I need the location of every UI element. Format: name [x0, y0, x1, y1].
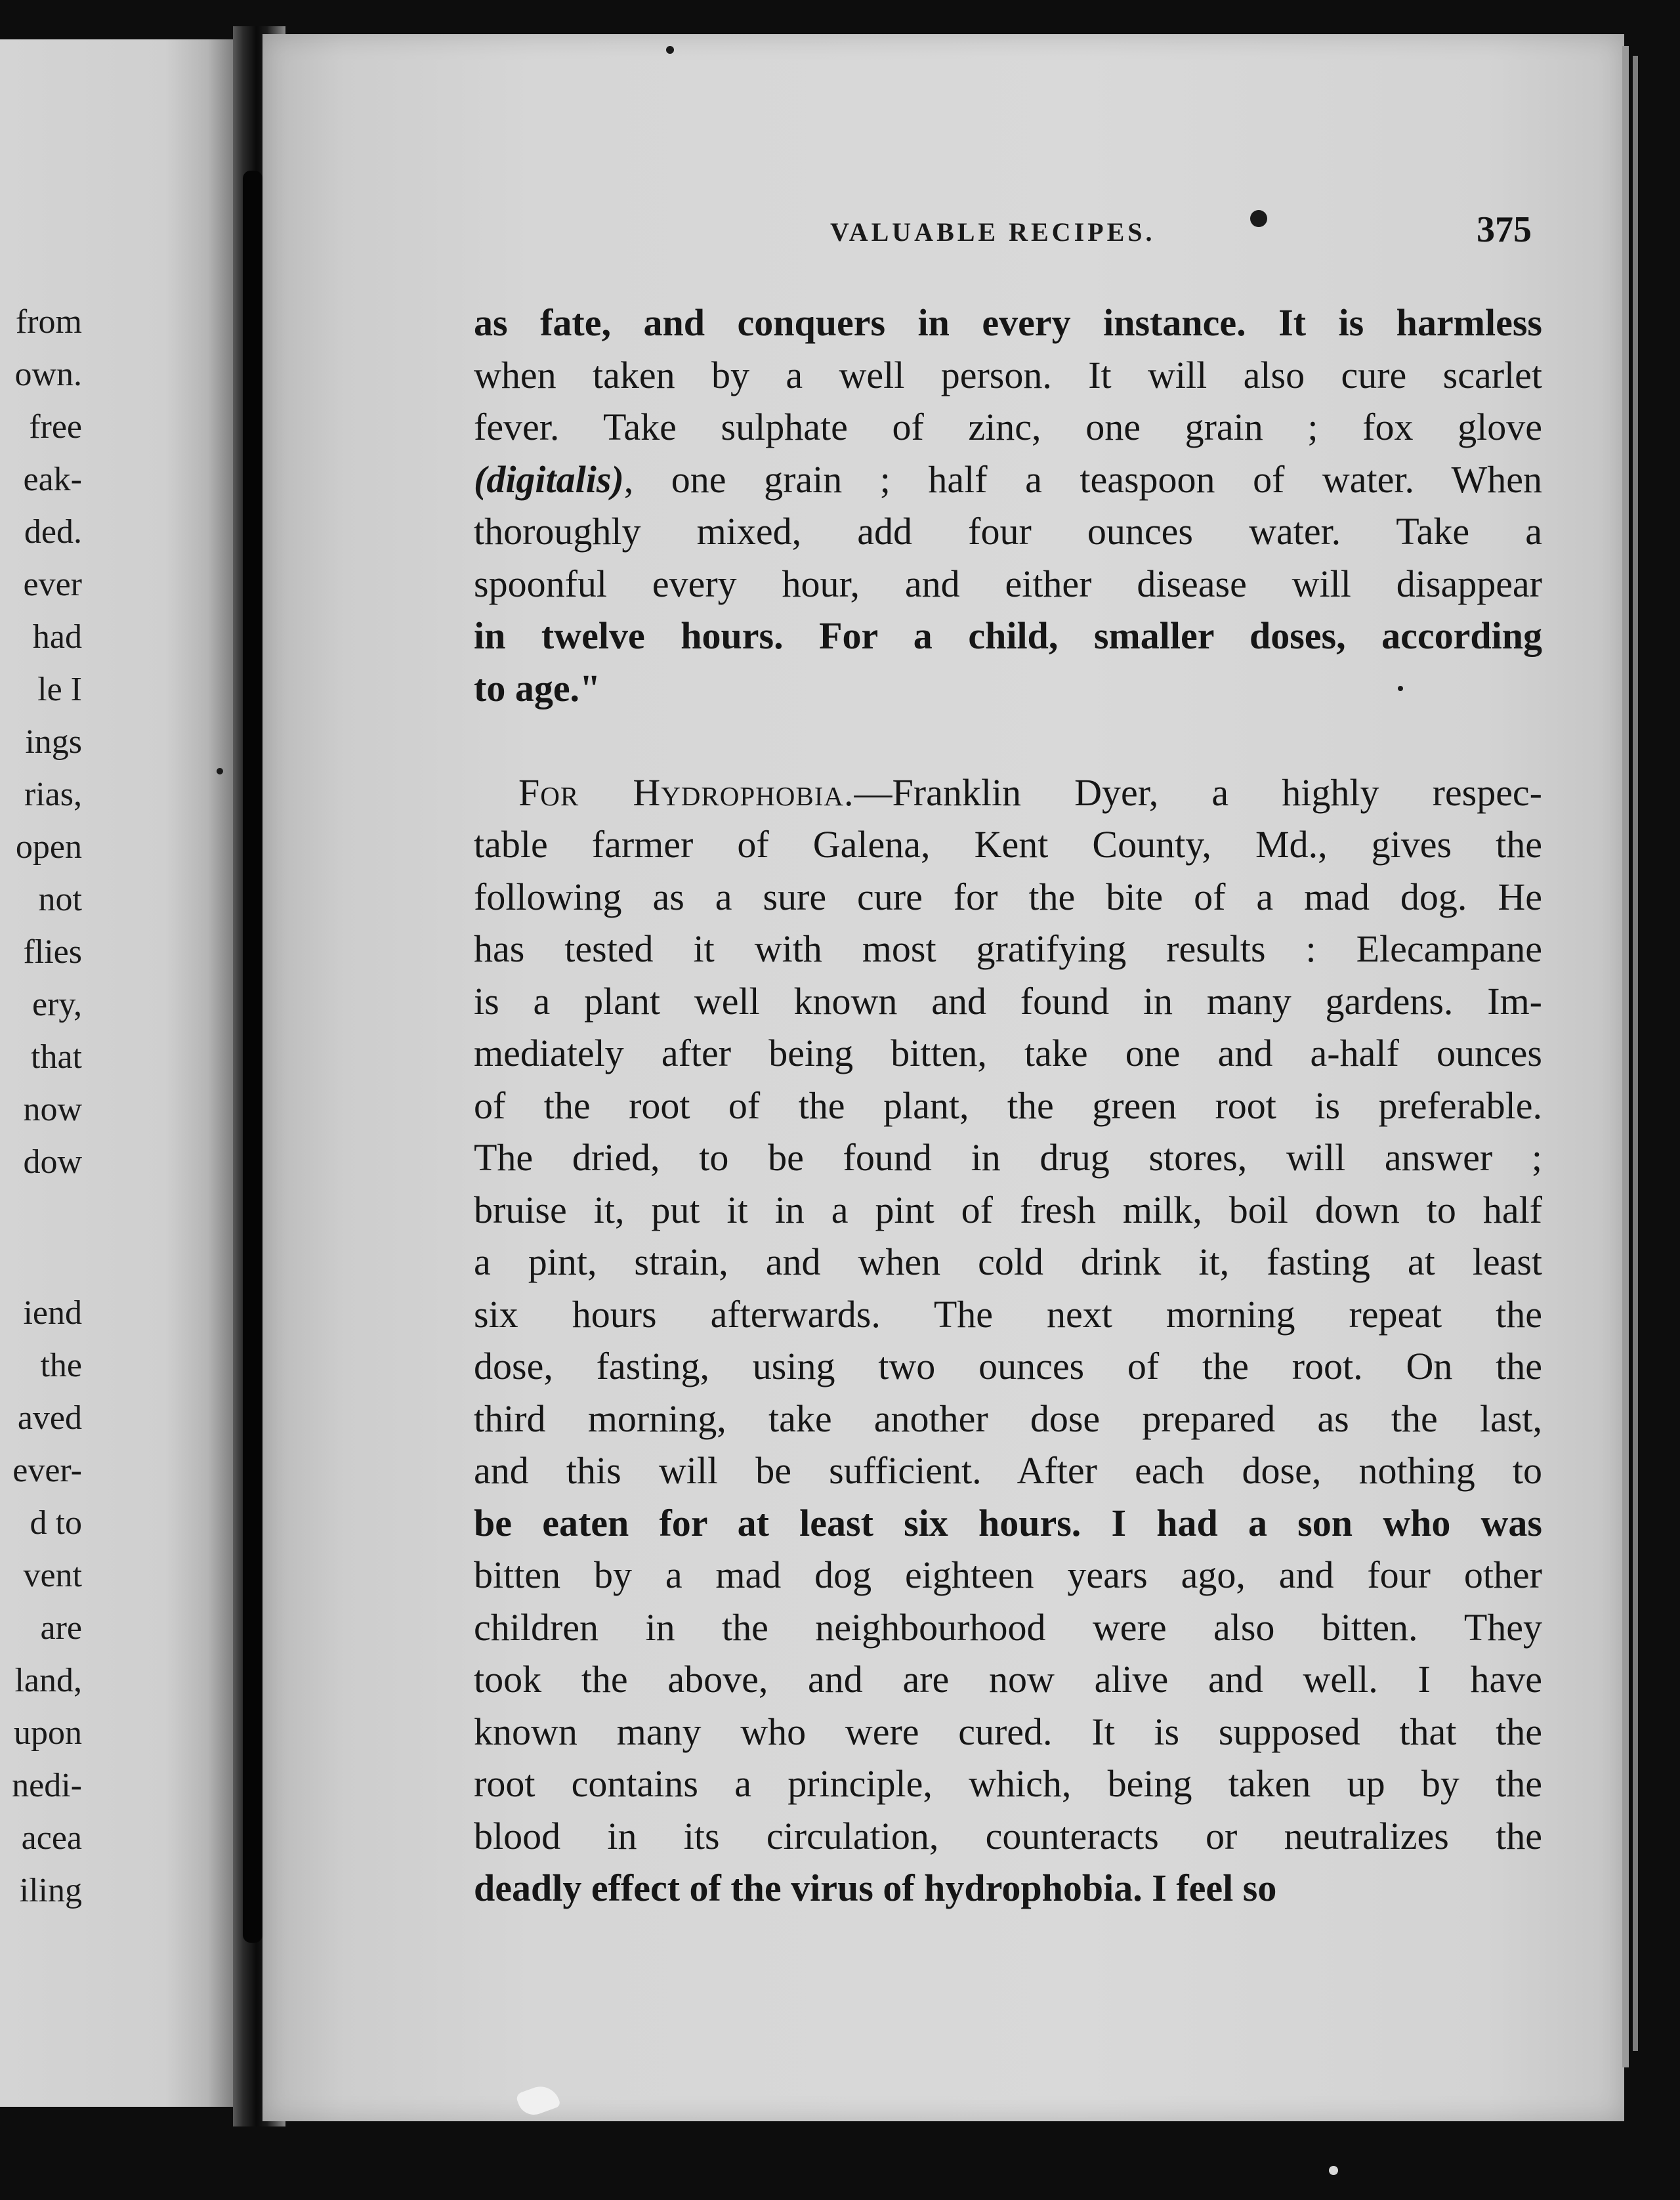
- left-fragment: from: [15, 303, 82, 341]
- left-fragment: ery,: [32, 986, 82, 1023]
- left-fragment: the: [40, 1347, 82, 1384]
- text-line: following as a sure cure for the bite of a mad dog. He: [474, 875, 1542, 918]
- text-line: root contains a principle, which, being taken up by the: [474, 1762, 1542, 1805]
- left-fragment: eak-: [23, 461, 82, 498]
- left-fragment: not: [38, 881, 82, 918]
- left-fragment: now: [23, 1091, 82, 1128]
- text-line: took the above, and are now alive and well. I have: [474, 1658, 1542, 1701]
- left-fragment: are: [40, 1609, 82, 1647]
- left-fragment: dow: [23, 1143, 82, 1181]
- text-line: and this will be sufficient. After each dose, nothing to: [474, 1449, 1542, 1492]
- left-fragment: d to: [30, 1504, 82, 1542]
- left-fragment: ever-: [12, 1452, 82, 1489]
- left-page: [0, 39, 236, 2107]
- text-line: of the root of the plant, the green root is preferable.: [474, 1084, 1542, 1127]
- page-number: 375: [1477, 209, 1532, 250]
- left-fragment: own.: [14, 356, 82, 393]
- text-line: [474, 767, 1542, 819]
- left-fragment: free: [29, 408, 82, 446]
- left-fragment: acea: [21, 1819, 82, 1857]
- left-fragment: nedi-: [12, 1767, 82, 1804]
- text-line: table farmer of Galena, Kent County, Md., gives the: [474, 823, 1542, 866]
- text-line: fever. Take sulphate of zinc, one grain ; fox glove: [474, 406, 1542, 448]
- text-line: known many who were cured. It is supposed that the: [474, 1710, 1542, 1753]
- left-fragment: ded.: [24, 513, 82, 551]
- italic-term: (digitalis): [474, 457, 624, 501]
- text-line: dose, fasting, using two ounces of the root. On the: [474, 1345, 1542, 1387]
- left-fragment: iend: [23, 1294, 82, 1332]
- left-fragment: iling: [19, 1872, 82, 1909]
- running-head: VALUABLE RECIPES.: [830, 217, 1156, 247]
- text-line: third morning, take another dose prepared as the last,: [474, 1397, 1542, 1440]
- paragraph-heading: For Hydrophobia.: [518, 771, 854, 814]
- text-line: when taken by a well person. It will also cure scarlet: [474, 353, 1542, 396]
- text-line: thoroughly mixed, add four ounces water. Take a: [474, 510, 1542, 553]
- text-line: be eaten for at least six hours. I had a son who was: [474, 1501, 1542, 1544]
- paragraph-gap: [474, 714, 1542, 767]
- scan-speck: [666, 46, 674, 54]
- left-fragment: le I: [37, 671, 82, 708]
- text-line: deadly effect of the virus of hydrophobia. I feel so: [474, 1867, 1277, 1909]
- page-edge: [1633, 56, 1638, 2051]
- left-page-text-fragments: [0, 39, 82, 2107]
- text-line: in twelve hours. For a child, smaller doses, according: [474, 614, 1542, 657]
- text-line: mediately after being bitten, take one and a-half ounces: [474, 1032, 1542, 1074]
- text-line: bruise it, put it in a pint of fresh milk, boil down to half: [474, 1188, 1542, 1231]
- text-line: blood in its circulation, counteracts or neutralizes the: [474, 1814, 1542, 1857]
- left-fragment: land,: [14, 1662, 82, 1699]
- text-line: has tested it with most gratifying results : Elecampane: [474, 927, 1542, 970]
- scan-speck: [1398, 686, 1403, 691]
- scan-speck: [217, 768, 223, 774]
- left-fragment: ever: [23, 566, 82, 603]
- text-line: [474, 454, 1542, 506]
- left-fragment: open: [15, 828, 82, 866]
- text-line: six hours afterwards. The next morning repeat the: [474, 1292, 1542, 1336]
- text-line: is a plant well known and found in many gardens. Im-: [474, 979, 1542, 1023]
- text-line-rest: —Franklin Dyer, a highly respec-: [854, 771, 1542, 814]
- left-fragment: ings: [25, 723, 82, 761]
- scan-speck: [1250, 210, 1267, 227]
- left-fragment: vent: [23, 1557, 82, 1594]
- gutter-shadow: [243, 171, 262, 1943]
- text-line: spoonful every hour, and either disease will disappear: [474, 562, 1542, 605]
- text-line: to age.": [474, 666, 601, 709]
- page-edge: [1622, 46, 1629, 2067]
- text-line: as fate, and conquers in every instance. It is harmless: [474, 301, 1542, 344]
- text-line: a pint, strain, and when cold drink it, fasting at least: [474, 1240, 1542, 1283]
- left-fragment: that: [31, 1038, 82, 1076]
- text-line: bitten by a mad dog eighteen years ago, and four other: [474, 1554, 1542, 1596]
- left-fragment: flies: [23, 933, 82, 971]
- body-text: [474, 297, 1542, 1914]
- text-line: children in the neighbourhood were also bitten. They: [474, 1605, 1542, 1649]
- scan-speck: [1329, 2166, 1338, 2175]
- left-fragment: upon: [14, 1714, 82, 1752]
- text-line-rest: , one grain ; half a teaspoon of water. When: [623, 457, 1542, 501]
- left-fragment: aved: [17, 1399, 82, 1437]
- left-fragment: rias,: [24, 776, 82, 813]
- left-fragment: had: [32, 618, 82, 656]
- text-line: The dried, to be found in drug stores, will answer ;: [474, 1136, 1542, 1179]
